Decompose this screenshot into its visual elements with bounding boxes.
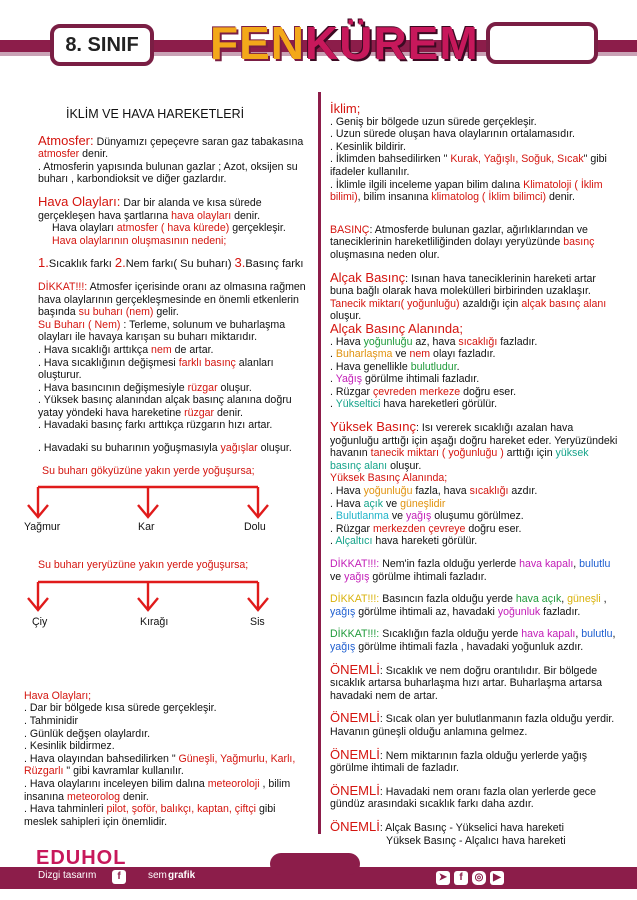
iklim-4: . İklimden bahsedilirken " Kurak, Yağışlı, Soğuk, Sıcak" gibi ifadeler kullanılır. <box>330 153 607 178</box>
yuksek-5: . Alçaltıcı hava hareketi görülür. <box>330 535 478 548</box>
su-buhari-def: Su Buharı ( Nem) : Terleme, solunum ve buharlaşma olayları ile havaya karışan su buharı miktarıdır. <box>38 318 286 344</box>
hava-ozellik-3: . Günlük değşen olaylardır. <box>24 727 151 740</box>
diagram-sky <box>24 477 308 537</box>
hava-ozellik-1: . Dar bir bölgede kısa sürede gerçekleşir. <box>24 702 217 715</box>
onemli-2: ÖNEMLİ: Sıcak olan yer bulutlanmanın fazla olduğu yerdir. Havanın güneşli olduğu anlamına gelmez. <box>330 710 615 738</box>
yuksek-basinc-heading: Yüksek Basınç Alanında; <box>330 472 448 485</box>
onemli-5: ÖNEMLİ: Alçak Basınç - Yükselici hava hareketi <box>330 818 564 834</box>
bullet-ruzgar-hiz: . Havadaki basınç farkı arttıkça rüzgarın hızı artar. <box>38 419 273 432</box>
logo-kurem: KÜREM <box>305 17 479 69</box>
footer-pill <box>270 853 360 875</box>
hava-olaylari-cause: Hava olaylarının oluşmasının nedeni; <box>52 234 227 247</box>
iklim-2: . Uzun sürede oluşan hava olaylarının ortalamasıdır. <box>330 128 575 141</box>
diagram2-title: Su buharı yeryüzüne yakın yerde yoğuşursa; <box>38 559 249 572</box>
fenkurem-logo <box>210 12 479 74</box>
basinc-def: BASINÇ: Atmosferde bulunan gazlar, ağırlıklarından ve taneciklerinin hareketliliğinden dolayı yeryüzünde basınç oluşmasına neden olur. <box>330 223 595 261</box>
iklim-heading: İklim; <box>330 101 361 116</box>
diagram-item-kiragi: Kırağı <box>140 615 169 628</box>
diagram1-title: Su buharı gökyüzüne yakın yerde yoğuşursa; <box>42 464 255 477</box>
alcak-basinc-def: Alçak Basınç: Isınan hava taneciklerinin hareketi artar buna bağlı olarak hava molekülleri birbirinden uzaklaşır. Tanecik miktarı( yoğunluğu) azaldığı için alçak basınç alanı oluşur. <box>330 269 607 323</box>
hava-ozellik-5: . Hava olayından bahsedilirken " Güneşli, Yağmurlu, Karlı, Rüzgarlı " gibi kavramlar kullanılır. <box>24 752 296 778</box>
facebook-icon[interactable]: f <box>112 870 126 884</box>
atmosfer-gases: . Atmosferin yapısında bulunan gazlar ; Azot, oksijen su buharı , karbondioksit ve diğer gazlardır. <box>38 160 298 186</box>
bullet-ruzgar-def: . Yüksek basınç alanından alçak basınç alanına doğru yatay yöndeki hava hareketine rüzgar denir. <box>38 394 292 419</box>
hava-ozellik-6: . Hava olaylarını inceleyen bilim dalına meteoroloji , bilim insanına meteorolog denir. <box>24 778 291 803</box>
diagram-item-kar: Kar <box>138 521 155 534</box>
iklim-1: . Geniş bir bölgede uzun sürede gerçekleşir. <box>330 115 537 128</box>
telegram-icon[interactable]: ➤ <box>436 871 450 885</box>
yuksek-2: . Hava açık ve güneşlidir <box>330 497 446 510</box>
eduhol-watermark: EDUHOL <box>36 847 127 869</box>
alcak-1: . Hava yoğunluğu az, hava sıcaklığı fazladır. <box>330 335 538 348</box>
bullet-yagis: . Havadaki su buharının yoğuşmasıyla yağışlar oluşur. <box>38 442 292 455</box>
alcak-2: . Buharlaşma ve nem olayı fazladır. <box>330 348 496 361</box>
atmosfer-def: Atmosfer: Dünyamızı çepeçevre saran gaz tabakasına atmosfer denir. <box>38 132 304 161</box>
dikkat-sicaklik: DİKKAT!!!: Sıcaklığın fazla olduğu yerde hava kapalı, bulutlu, yağış görülme ihtimali fazla , havadaki yoğunluk azdır. <box>330 628 616 653</box>
diagram-ground <box>32 572 308 632</box>
diagram-item-yagmur: Yağmur <box>24 521 61 534</box>
instagram-icon[interactable]: ◎ <box>472 871 486 885</box>
dikkat-note: DİKKAT!!!: Atmosfer içerisinde oranı az olmasına rağmen hava olaylarının gerçekleşmesinde en önemli etkenlerin başında su buharı (nem) gelir. <box>38 280 306 319</box>
footer-credit: Dizgi tasarım <box>38 870 97 881</box>
bullet-basinc: . Hava sıcaklığının değişmesi farklı basınç alanları oluşturur. <box>38 356 274 382</box>
bullet-ruzgar: . Hava basıncının değişmesiyle rüzgar oluşur. <box>38 381 252 394</box>
iklim-5: . İklimle ilgili inceleme yapan bilim dalına Klimatoloji ( İklim bilimi), bilim insanına klimatolog ( İklim bilimci) denir. <box>330 178 603 204</box>
onemli-4: ÖNEMLİ: Havadaki nem oranı fazla olan yerlerde gece gündüz arasındaki sıcaklık farkı daha azdır. <box>330 782 596 811</box>
grade-label <box>50 24 154 66</box>
footer-credit-sem: sem <box>148 870 167 881</box>
alcak-5: . Rüzgar çevreden merkeze doğru eser. <box>330 385 517 398</box>
hava-olaylari-def: Hava Olayları: Dar bir alanda ve kısa sürede gerçekleşen hava şartlarına hava olayları denir. <box>38 193 262 222</box>
yuksek-basinc-def: Yüksek Basınç: Isı vererek sıcaklığı azalan hava yoğunluğu arttığı için aşağı doğru hareket eder. Yeryüzündeki havanın tanecik miktarı ( yoğunluğu ) arttığı için yüksek basınç alanı oluşur. <box>330 419 618 472</box>
youtube-icon[interactable]: ▶ <box>490 871 504 885</box>
column-divider <box>318 92 321 834</box>
alcak-3: . Hava genellikle bulutludur. <box>330 360 460 373</box>
causes-list: 1.Sıcaklık farkı 2.Nem farkı( Su buharı) 3.Basınç farkı <box>38 255 304 271</box>
yuksek-3: . Bulutlanma ve yağış oluşumu görülmez. <box>330 510 524 523</box>
empty-name-box <box>486 22 598 64</box>
footer <box>0 845 637 900</box>
onemli-5-line2: Yüksek Basınç - Alçalıcı hava hareketi <box>386 834 566 847</box>
right-column <box>330 103 620 847</box>
alcak-4: . Yağış görülme ihtimali fazladır. <box>330 373 480 386</box>
bullet-nem: . Hava sıcaklığı arttıkça nem de artar. <box>38 343 214 356</box>
footer-credit-grafik: grafik <box>168 870 196 881</box>
alcak-basinc-heading: Alçak Basınç Alanında; <box>330 320 463 336</box>
yuksek-1: . Hava yoğunluğu fazla, hava sıcaklığı azdır. <box>330 485 538 498</box>
yuksek-4: . Rüzgar merkezden çevreye doğru eser. <box>330 522 522 535</box>
hava-ozellik-7: . Hava tahminleri pilot, şoför, balıkçı, kaptan, çiftçi gibi meslek sahipleri için önemlidir. <box>24 803 276 828</box>
diagram-item-dolu: Dolu <box>244 521 266 534</box>
dikkat-nem: DİKKAT!!!: Nem'in fazla olduğu yerlerde hava kapalı, bulutlu ve yağış görülme ihtimali fazladır. <box>330 558 611 583</box>
dikkat-basinc: DİKKAT!!!: Basıncın fazla olduğu yerde hava açık, güneşli , yağış görülme ihtimali az, havadaki yoğunluk fazladır. <box>330 593 607 618</box>
onemli-1: ÖNEMLİ: Sıcaklık ve nem doğru orantılıdır. Bir bölgede sıcaklık artarsa buharlaşma hızı artar. Buharlaşma artarsa havadaki nem de artar. <box>330 661 603 702</box>
onemli-3: ÖNEMLİ: Nem miktarının fazla olduğu yerlerde yağış görülme ihtimali de fazladır. <box>330 746 588 775</box>
hava-olaylari-heading: Hava Olayları; <box>24 689 92 702</box>
facebook-icon-right[interactable]: f <box>454 871 468 885</box>
hava-olaylari-where: Hava olayları atmosfer ( hava kürede) gerçekleşir. <box>52 222 286 235</box>
logo-fen: FEN <box>210 17 305 69</box>
page-title: İKLİM VE HAVA HAREKETLERİ <box>66 107 245 121</box>
hava-ozellik-2: . Tahminidir <box>24 715 78 728</box>
iklim-3: . Kesinlik bildirir. <box>330 140 406 153</box>
grade-text: 8. SINIF <box>65 33 139 56</box>
diagram-item-sis: Sis <box>250 615 265 628</box>
alcak-6: . Yükseltici hava hareketleri görülür. <box>330 398 498 411</box>
hava-ozellik-4: . Kesinlik bildirmez. <box>24 740 115 753</box>
left-column <box>24 107 308 828</box>
diagram-item-ciy: Çiy <box>32 615 48 628</box>
